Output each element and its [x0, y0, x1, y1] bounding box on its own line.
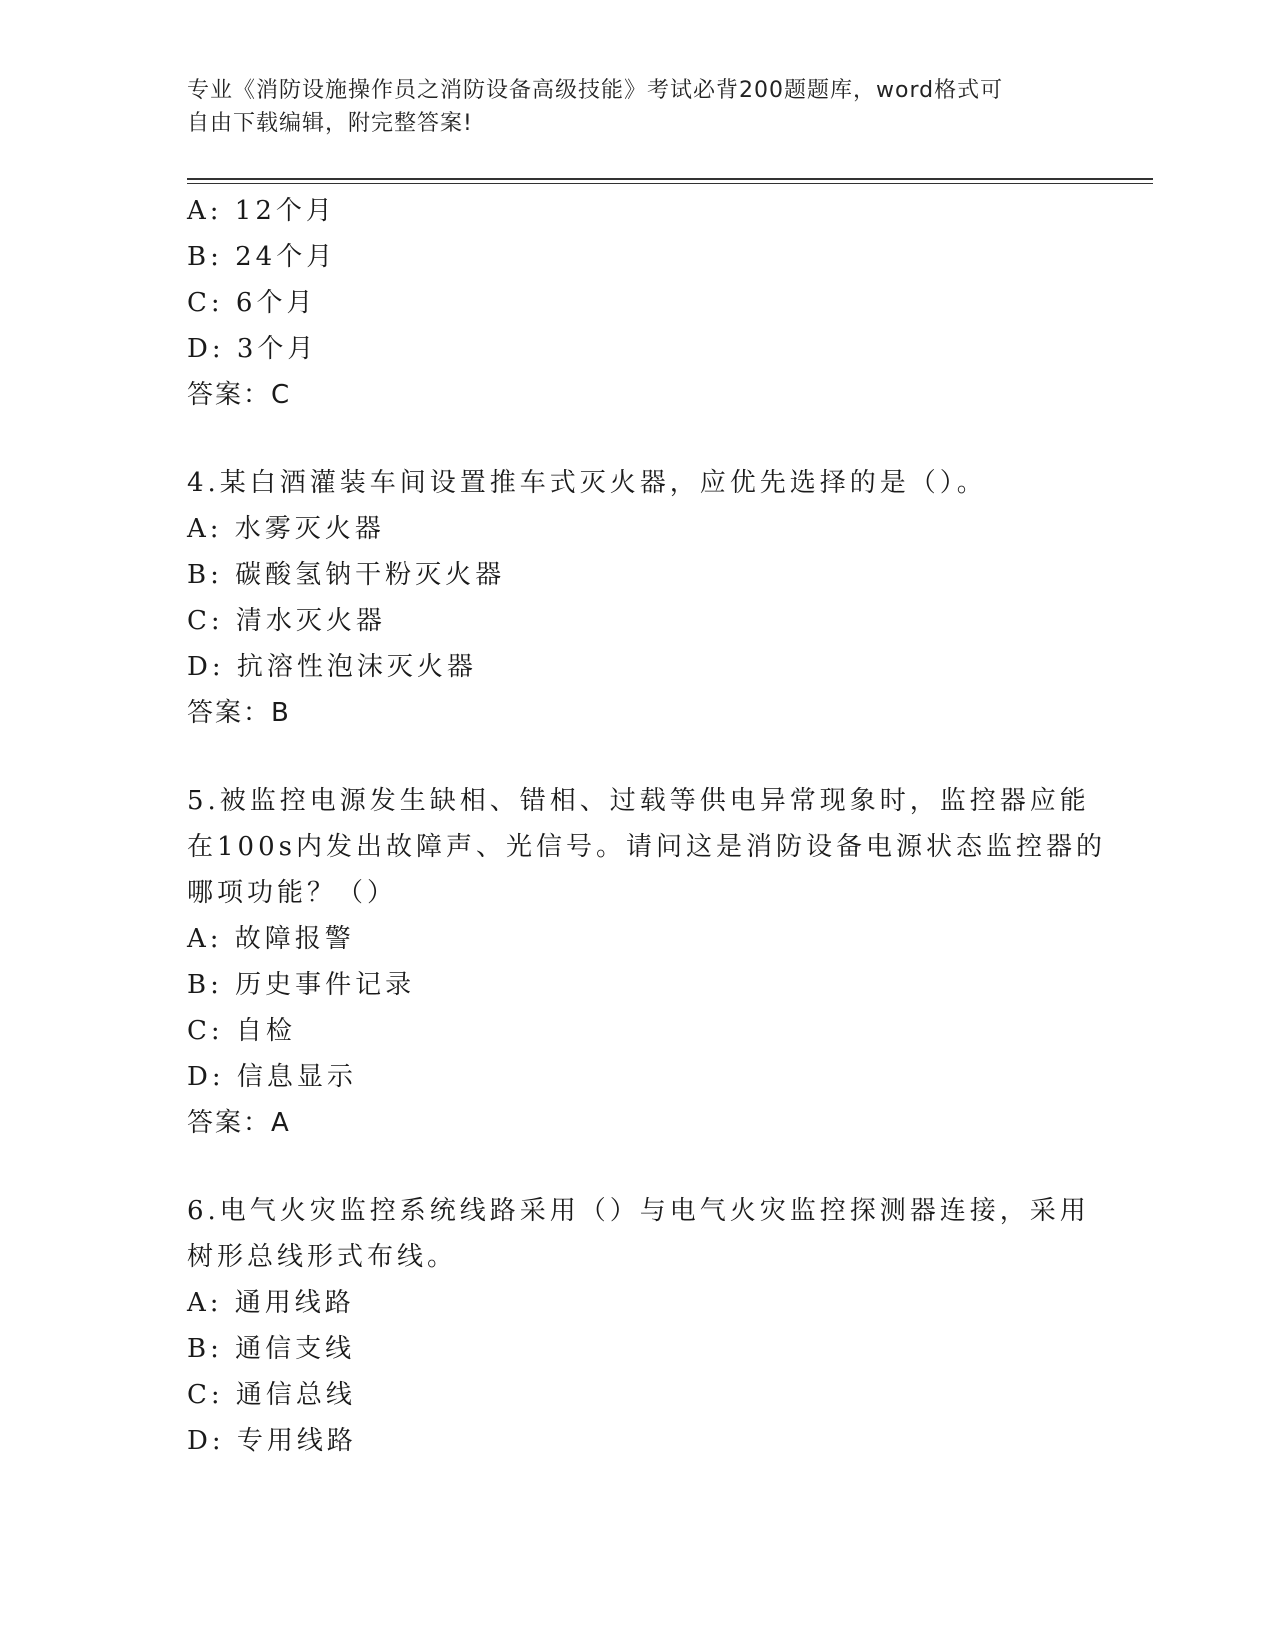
question-text: 哪项功能？（） — [187, 878, 398, 908]
question-3 — [187, 188, 1087, 418]
option-a: A: 通用线路 — [187, 1288, 355, 1318]
option-c: C: 通信总线 — [187, 1380, 356, 1410]
option-c: C: 6个月 — [187, 288, 317, 318]
option-a: A: 水雾灭火器 — [187, 514, 385, 544]
header-line-1: 专业《消防设施操作员之消防设备高级技能》考试必背200题题库，word格式可 — [187, 78, 1004, 103]
option-b: B: 历史事件记录 — [187, 970, 416, 1000]
answer: 答案：B — [187, 698, 291, 728]
option-c: C: 自检 — [187, 1016, 296, 1046]
option-b: B: 通信支线 — [187, 1334, 356, 1364]
option-b: B: 碳酸氢钠干粉灭火器 — [187, 560, 506, 590]
answer: 答案：A — [187, 1108, 291, 1138]
header-divider-thick — [187, 178, 1153, 180]
question-5 — [187, 778, 1106, 1146]
option-d: D: 3个月 — [187, 334, 318, 364]
question-text: 4.某白酒灌装车间设置推车式灭火器，应优先选择的是（）。 — [187, 468, 987, 498]
option-a: A: 故障报警 — [187, 924, 355, 954]
question-text: 树形总线形式布线。 — [187, 1242, 458, 1272]
question-4 — [187, 460, 1087, 736]
option-a: A: 12个月 — [187, 196, 336, 226]
question-list — [187, 188, 1106, 1464]
question-text: 5.被监控电源发生缺相、错相、过载等供电异常现象时，监控器应能 — [187, 786, 1090, 816]
option-d: D: 专用线路 — [187, 1426, 357, 1456]
option-d: D: 信息显示 — [187, 1062, 357, 1092]
question-text: 在100s内发出故障声、光信号。请问这是消防设备电源状态监控器的 — [187, 832, 1106, 862]
question-6 — [187, 1188, 1090, 1464]
header-line-2: 自由下载编辑，附完整答案! — [187, 111, 473, 136]
option-c: C: 清水灭火器 — [187, 606, 386, 636]
question-text: 6.电气火灾监控系统线路采用（）与电气火灾监控探测器连接，采用 — [187, 1196, 1090, 1226]
option-b: B: 24个月 — [187, 242, 337, 272]
header-divider-thin — [187, 183, 1153, 184]
option-d: D: 抗溶性泡沫灭火器 — [187, 652, 477, 682]
document-header — [187, 74, 1067, 140]
answer: 答案：C — [187, 380, 292, 410]
